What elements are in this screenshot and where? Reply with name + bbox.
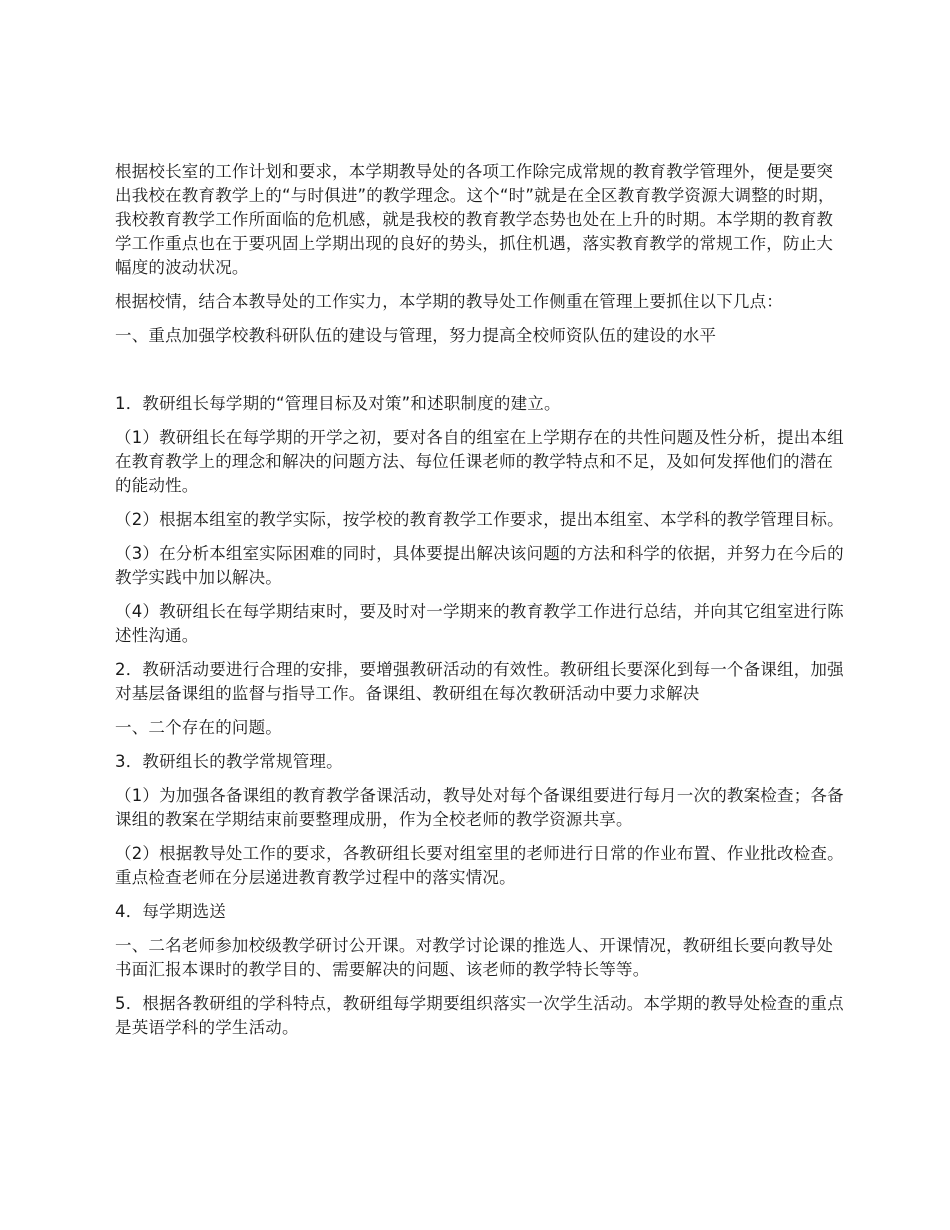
section-heading-1: 一、重点加强学校教科研队伍的建设与管理，努力提高全校师资队伍的建设的水平 bbox=[115, 326, 717, 345]
item-2: 2．教研活动要进行合理的安排，要增强教研活动的有效性。教研组长要深化到每一个备课组，加强对基层备课组的监督与指导工作。备课组、教研组在每次教研活动中要力求解决 bbox=[115, 660, 844, 703]
paragraph-intro: 根据校长室的工作计划和要求，本学期教导处的各项工作除完成常规的教育教学管理外，便是要突出我校在教育教学上的“与时俱进”的教学理念。这个“时”就是在全区教育教学资源大调整的时期，我校教育教学工作所面临的危机感，就是我校的教育教学态势也处在上升的时期。本学期的教育教学工作重点也在于要巩固上学期出现的良好的势头，抓住机遇，落实教育教学的常规工作，防止大幅度的波动状况。 bbox=[115, 162, 835, 277]
item-1-sub-4: （4）教研组长在每学期结束时，要及时对一学期来的教育教学工作进行总结，并向其它组室进行陈述性沟通。 bbox=[115, 602, 844, 645]
item-4-continued: 一、二名老师参加校级教学研讨公开课。对教学讨论课的推选人、开课情况，教研组长要向教导处书面汇报本课时的教学目的、需要解决的问题、该老师的教学特长等等。 bbox=[115, 936, 834, 979]
item-1-sub-3: （3）在分析本组室实际困难的同时，具体要提出解决该问题的方法和科学的依据，并努力在今后的教学实践中加以解决。 bbox=[115, 544, 844, 587]
item-3-heading: 3．教研组长的教学常规管理。 bbox=[115, 752, 343, 771]
item-4-heading: 4．每学期选送 bbox=[115, 902, 226, 921]
item-1-sub-2: （2）根据本组室的教学实际，按学校的教育教学工作要求，提出本组室、本学科的教学管理目标。 bbox=[115, 510, 844, 529]
spacer bbox=[115, 358, 845, 392]
item-3-sub-1: （1）为加强各备课组的教育教学备课活动，教导处对每个备课组要进行每月一次的教案检查；各备课组的教案在学期结束前要整理成册，作为全校老师的教学资源共享。 bbox=[115, 786, 844, 829]
item-2-continued: 一、二个存在的问题。 bbox=[115, 718, 282, 737]
document-body bbox=[115, 160, 845, 1050]
item-1-heading: 1．教研组长每学期的“管理目标及对策”和述职制度的建立。 bbox=[115, 394, 561, 413]
item-1-sub-1: （1）教研组长在每学期的开学之初，要对各自的组室在上学期存在的共性问题及性分析，提出本组在教育教学上的理念和解决的问题方法、每位任课老师的教学特点和不足，及如何发挥他们的潜在的能动性。 bbox=[115, 428, 844, 495]
item-5: 5．根据各教研组的学科特点，教研组每学期要组织落实一次学生活动。本学期的教导处检查的重点是英语学科的学生活动。 bbox=[115, 994, 844, 1037]
paragraph-focus: 根据校情，结合本教导处的工作实力，本学期的教导处工作侧重在管理上要抓住以下几点： bbox=[115, 292, 783, 311]
item-3-sub-2: （2）根据教导处工作的要求，各教研组长要对组室里的老师进行日常的作业布置、作业批改检查。重点检查老师在分层递进教育教学过程中的落实情况。 bbox=[115, 844, 844, 887]
